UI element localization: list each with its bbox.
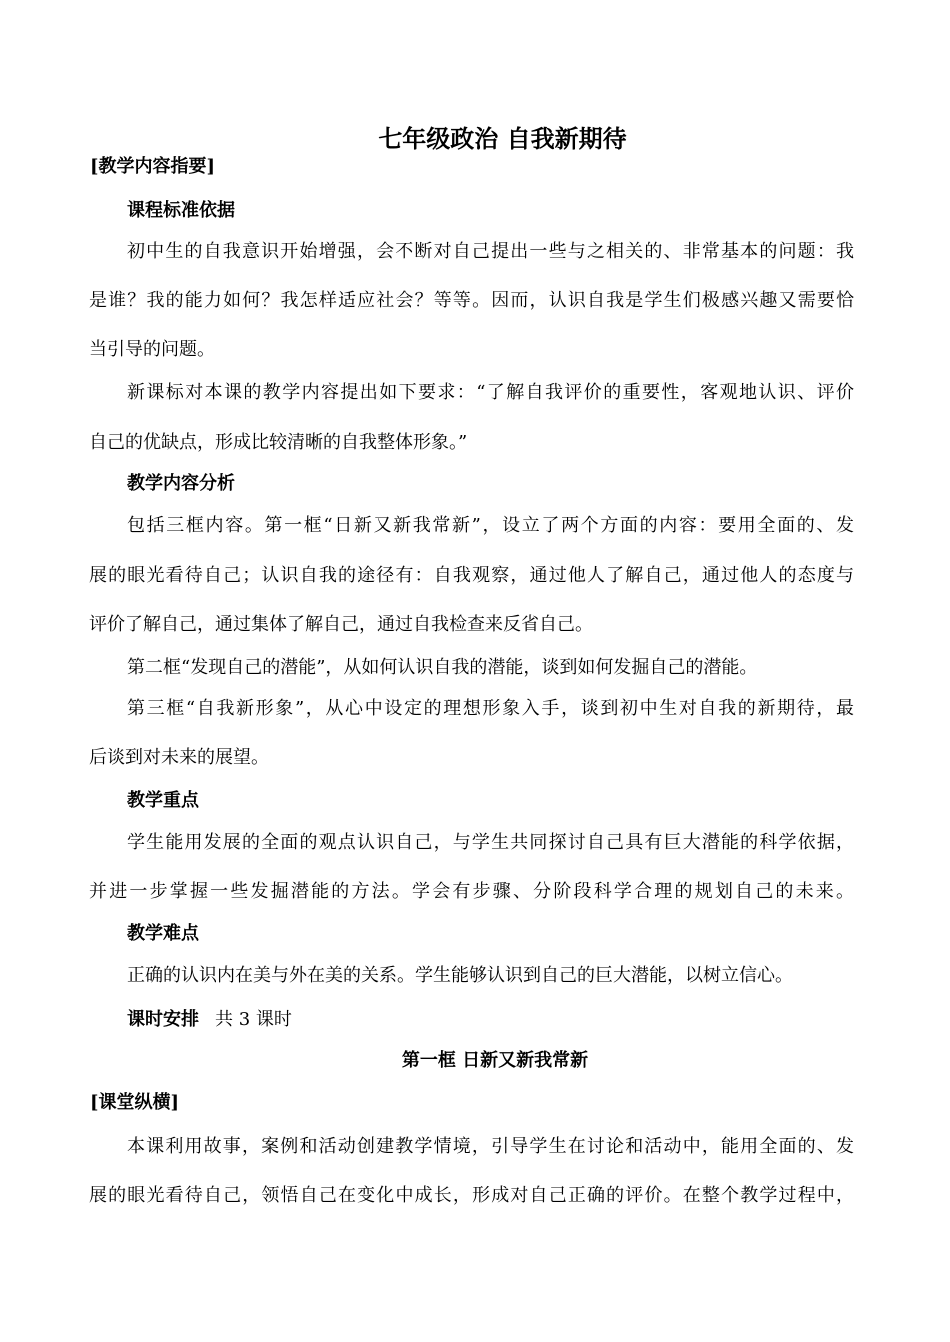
frame-title: 第一框 日新又新我常新: [401, 1050, 589, 1071]
section-heading-summary: [教学内容指要]: [90, 156, 216, 177]
paragraph-line: 展的眼光看待自己；认识自我的途径有：自我观察，通过他人了解自己，通过他人的态度与: [89, 565, 854, 586]
document-title: 七年级政治 自我新期待: [378, 124, 627, 153]
paragraph-line: 是谁？我的能力如何？我怎样适应社会？等等。因而，认识自我是学生们极感兴趣又需要恰: [89, 290, 854, 311]
paragraph-line: 初中生的自我意识开始增强，会不断对自己提出一些与之相关的、非常基本的问题：我: [127, 241, 854, 262]
schedule-line: [127, 1008, 292, 1032]
paragraph-line: 包括三框内容。第一框“日新又新我常新”，设立了两个方面的内容：要用全面的、发: [127, 515, 854, 536]
paragraph-line: 本课利用故事，案例和活动创建教学情境，引导学生在讨论和活动中，能用全面的、发: [127, 1136, 854, 1157]
paragraph-line: 学生能用发展的全面的观点认识自己，与学生共同探讨自己具有巨大潜能的科学依据，: [127, 832, 854, 853]
subheading-key-points: 教学重点: [127, 790, 199, 811]
section-heading-class: [课堂纵横]: [90, 1092, 180, 1113]
paragraph-line: 新课标对本课的教学内容提出如下要求：“了解自我评价的重要性，客观地认识、评价: [127, 382, 854, 403]
paragraph-line: 并进一步掌握一些发掘潜能的方法。学会有步骤、分阶段科学合理的规划自己的未来。: [89, 881, 854, 902]
paragraph-line: 后谈到对未来的展望。: [89, 747, 269, 768]
schedule-label: 课时安排: [127, 1009, 199, 1030]
subheading-analysis: 教学内容分析: [127, 473, 235, 494]
paragraph-line: 展的眼光看待自己，领悟自己在变化中成长，形成对自己正确的评价。在整个教学过程中，: [89, 1185, 854, 1206]
schedule-value: 共 3 课时: [215, 1009, 292, 1030]
paragraph-line: 第二框“发现自己的潜能”，从如何认识自我的潜能，谈到如何发掘自己的潜能。: [127, 657, 758, 678]
paragraph-line: 当引导的问题。: [89, 339, 215, 360]
subheading-standard: 课程标准依据: [127, 200, 235, 221]
subheading-difficulties: 教学难点: [127, 923, 199, 944]
paragraph-line: 第三框“自我新形象”，从心中设定的理想形象入手，谈到初中生对自我的新期待，最: [127, 698, 854, 719]
paragraph-line: 评价了解自己，通过集体了解自己，通过自我检查来反省自己。: [89, 614, 593, 635]
paragraph-line: 正确的认识内在美与外在美的关系。学生能够认识到自己的巨大潜能，以树立信心。: [127, 965, 793, 986]
paragraph-line: 自己的优缺点，形成比较清晰的自我整体形象。”: [89, 432, 468, 453]
